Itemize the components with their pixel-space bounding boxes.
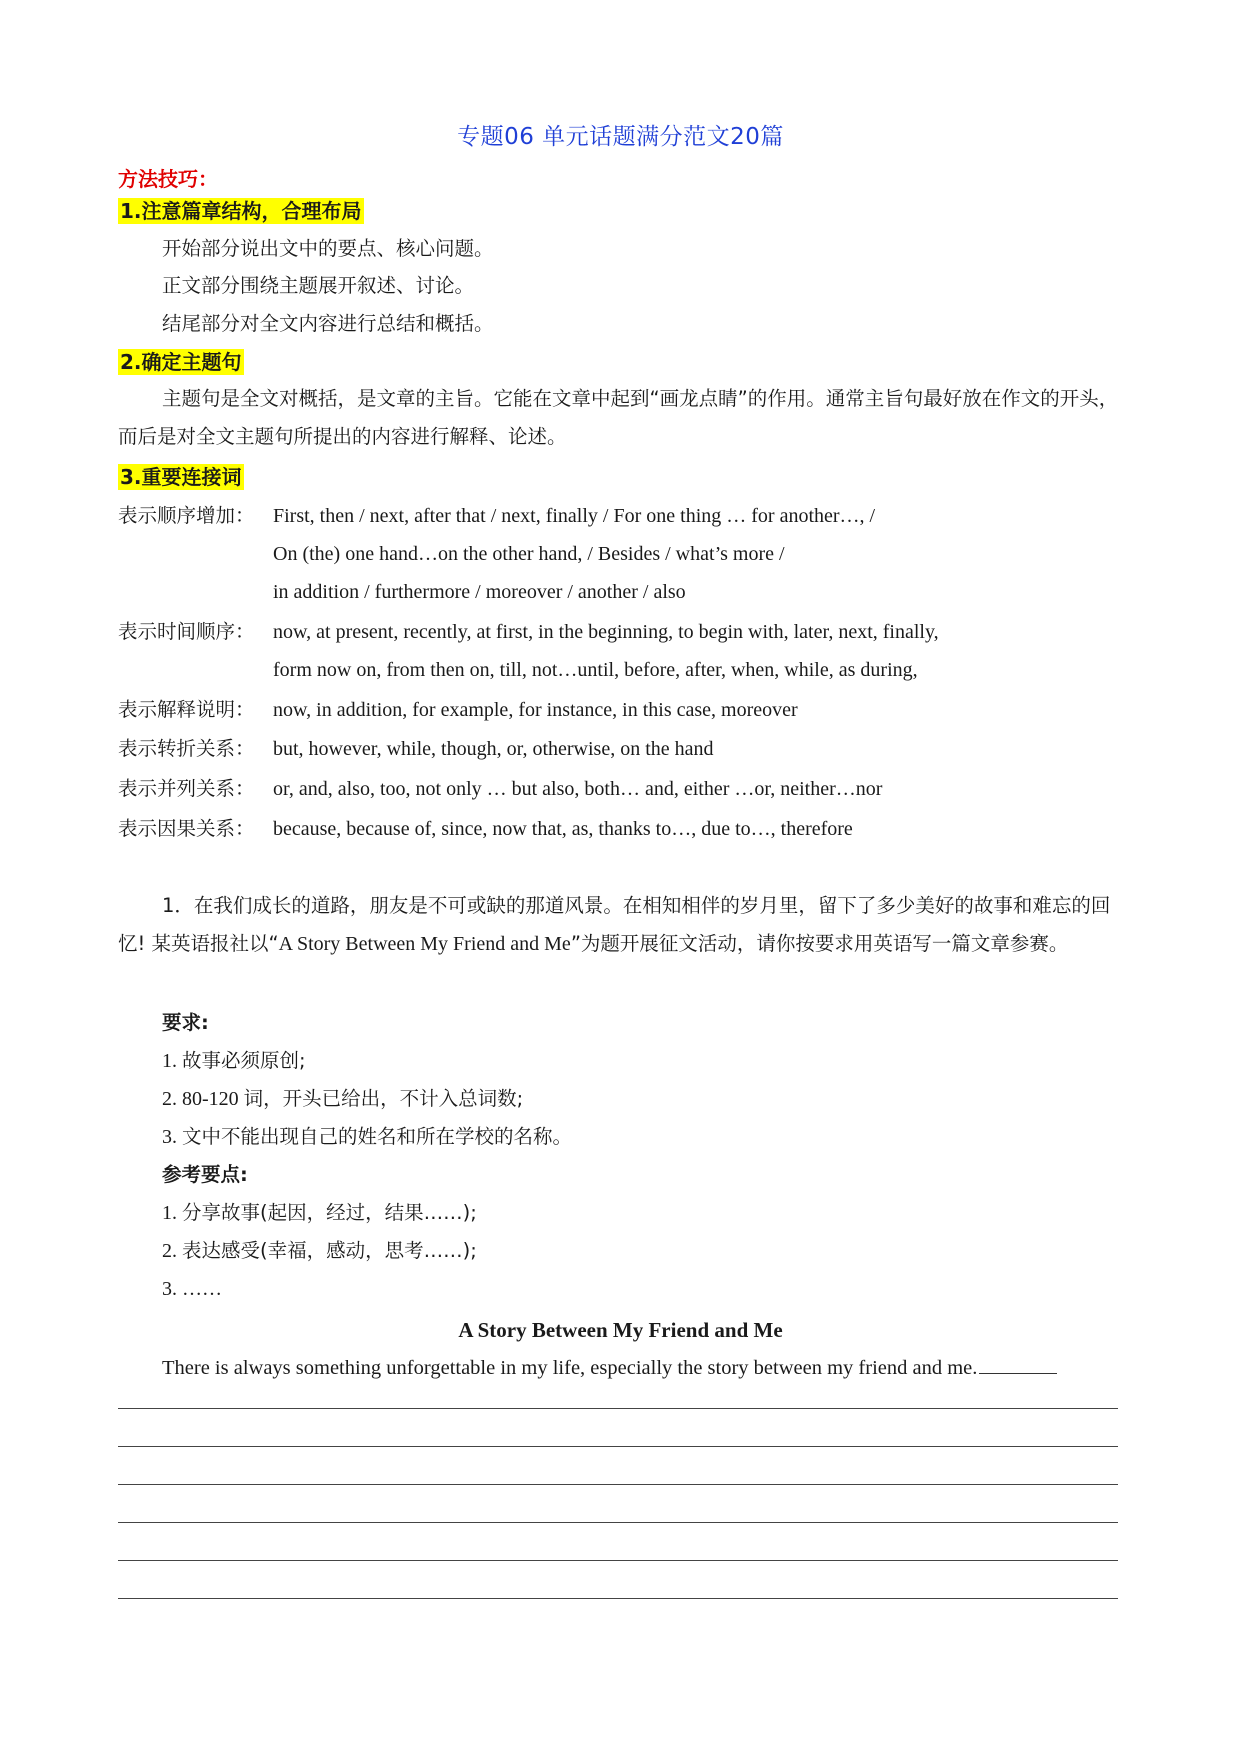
writing-line[interactable]	[118, 1560, 1118, 1561]
essay-title: A Story Between My Friend and Me	[458, 1318, 783, 1342]
item-number: 2.	[162, 1240, 182, 1262]
section2-text: 主题句是全文对概括，是文章的主旨。它能在文章中起到“画龙点睛”的作用。通常主旨句最好放在作文的开头，而后是对全文主题句所提出的内容进行解释、论述。	[118, 387, 1119, 448]
section1-line: 正文部分围绕主题展开叙述、讨论。	[162, 274, 475, 297]
connector-row	[118, 736, 714, 762]
requirement-item	[162, 1124, 572, 1150]
writing-line[interactable]	[118, 1408, 1118, 1409]
answer-blank[interactable]	[979, 1355, 1057, 1374]
item-number: 2. 80-120	[162, 1088, 244, 1110]
task-text: 1．在我们成长的道路，朋友是不可或缺的那道风景。在相知相伴的岁月里，留下了多少美好的故事和难忘的回忆! 某英语报社以“	[118, 894, 1111, 955]
connector-label: 表示顺序增加：	[118, 504, 255, 527]
section1-line: 结尾部分对全文内容进行总结和概括。	[162, 312, 494, 335]
task-english-title: A Story Between My Friend and Me	[278, 933, 571, 955]
connector-value: now, at present, recently, at first, in the beginning, to begin with, later, next, finally,	[273, 621, 939, 643]
item-number: 1.	[162, 1050, 182, 1072]
writing-line[interactable]	[118, 1484, 1118, 1485]
methods-heading: 方法技巧：	[118, 167, 218, 191]
section3-heading: 3.重要连接词	[120, 465, 242, 489]
section2-heading: 2.确定主题句	[120, 350, 242, 374]
connector-row	[118, 503, 875, 529]
point-item	[162, 1276, 222, 1302]
connector-value: or, and, also, too, not only … but also, both… and, either …or, neither…nor	[273, 778, 883, 800]
writing-line[interactable]	[118, 1446, 1118, 1447]
connector-row	[118, 619, 939, 645]
writing-line[interactable]	[118, 1598, 1118, 1599]
requirement-item	[162, 1086, 523, 1112]
point-item	[162, 1200, 477, 1226]
essay-opening-text: There is always something unforgettable in my life, especially the story between my friend and me.	[162, 1357, 978, 1379]
connector-value: First, then / next, after that / next, finally / For one thing … for another…, /	[273, 505, 876, 527]
item-number: 1.	[162, 1202, 182, 1224]
item-number: 3.	[162, 1126, 182, 1148]
point-item	[162, 1238, 477, 1264]
connector-continuation: On (the) one hand…on the other hand, / Besides / what’s more /	[273, 543, 785, 565]
connector-row	[118, 816, 853, 842]
section1-heading: 1.注意篇章结构，合理布局	[120, 199, 362, 223]
task-text: ”为题开展征文活动，请你按要求用英语写一篇文章参赛。	[570, 932, 1069, 955]
writing-line[interactable]	[118, 1522, 1118, 1523]
page-title: 专题06 单元话题满分范文20篇	[457, 124, 784, 150]
requirement-item	[162, 1048, 306, 1074]
connector-label: 表示并列关系：	[118, 777, 255, 800]
item-text: 故事必须原创;	[182, 1049, 306, 1072]
task-prompt	[118, 887, 1128, 963]
connector-value: because, because of, since, now that, as, thanks to…, due to…, therefore	[273, 818, 853, 840]
connector-value: but, however, while, though, or, otherwise, on the hand	[273, 738, 714, 760]
connector-continuation: in addition / furthermore / moreover / another / also	[273, 581, 686, 603]
item-text: 表达感受(幸福，感动，思考……);	[182, 1239, 477, 1262]
item-text: 词，开头已给出，不计入总词数;	[243, 1087, 524, 1110]
connector-continuation: form now on, from then on, till, not…until, before, after, when, while, as during,	[273, 659, 918, 681]
connector-label: 表示转折关系：	[118, 737, 255, 760]
section1-line: 开始部分说出文中的要点、核心问题。	[162, 237, 494, 260]
connector-label: 表示因果关系：	[118, 817, 255, 840]
requirements-heading: 要求:	[162, 1011, 209, 1034]
connector-label: 表示解释说明：	[118, 698, 255, 721]
connector-label: 表示时间顺序：	[118, 620, 255, 643]
connector-row	[118, 776, 882, 802]
connector-value: now, in addition, for example, for instance, in this case, moreover	[273, 699, 798, 721]
essay-opening	[162, 1355, 1057, 1380]
connector-row	[118, 697, 798, 723]
item-text: 文中不能出现自己的姓名和所在学校的名称。	[182, 1125, 573, 1148]
item-number: 3. ……	[162, 1278, 222, 1300]
item-text: 分享故事(起因，经过，结果……);	[182, 1201, 477, 1224]
points-heading: 参考要点:	[162, 1163, 248, 1186]
